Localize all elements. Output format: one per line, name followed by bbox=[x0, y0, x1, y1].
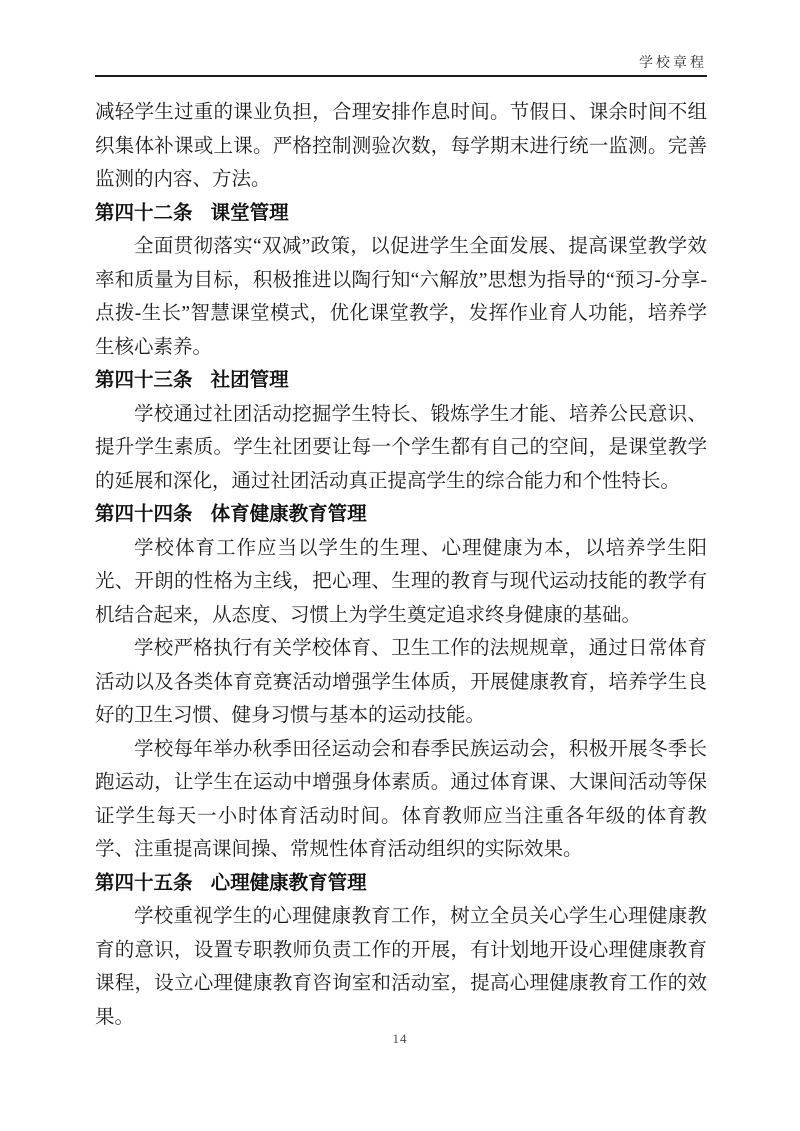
article-number: 第四十三条 bbox=[95, 369, 193, 391]
article-title: 体育健康教育管理 bbox=[210, 503, 367, 525]
article-number: 第四十二条 bbox=[95, 201, 193, 224]
section-heading-article-44 bbox=[95, 498, 707, 532]
paragraph: 学校体育工作应当以学生的生理、心理健康为本，以培养学生阳光、开朗的性格为主线，把心理、生理的教育与现代运动技能的教学有机结合起来，从态度、习惯上为学生奠定追求终身健康的基础。 bbox=[95, 537, 707, 626]
paragraph: 学校重视学生的心理健康教育工作，树立全员关心学生心理健康教育的意识，设置专职教师负责工作的开展，有计划地开设心理健康教育课程，设立心理健康教育咨询室和活动室，提高心理健康教育工作的效果。 bbox=[95, 906, 707, 1028]
paragraph: 全面贯彻落实“双减”政策，以促进学生全面发展、提高课堂教学效率和质量为目标，积极推进以陶行知“六解放”思想为指导的“预习-分享-点拨-生长”智慧课堂模式，优化课堂教学，发挥作业育人功能，培养学生核心素养。 bbox=[95, 236, 707, 358]
document-body bbox=[95, 96, 707, 1034]
page-number: 14 bbox=[392, 1031, 408, 1046]
page-header-title: 学校章程 bbox=[639, 56, 707, 71]
document-page bbox=[95, 0, 707, 1131]
article-number: 第四十四条 bbox=[95, 503, 193, 525]
section-heading-article-42 bbox=[95, 197, 707, 231]
article-number: 第四十五条 bbox=[95, 871, 193, 894]
paragraph-continuation: 减轻学生过重的课业负担，合理安排作息时间。节假日、课余时间不组织集体补课或上课。严格控制测验次数，每学期末进行统一监测。完善监测的内容、方法。 bbox=[95, 102, 707, 190]
article-title: 社团管理 bbox=[210, 369, 289, 391]
section-heading-article-45 bbox=[95, 867, 707, 901]
article-title: 课堂管理 bbox=[210, 201, 289, 224]
section-heading-article-43 bbox=[95, 364, 707, 398]
paragraph: 学校严格执行有关学校体育、卫生工作的法规规章，通过日常体育活动以及各类体育竞赛活动增强学生体质，开展健康教育，培养学生良好的卫生习惯、健身习惯与基本的运动技能。 bbox=[95, 638, 707, 726]
paragraph: 学校每年举办秋季田径运动会和春季民族运动会，积极开展冬季长跑运动，让学生在运动中增强身体素质。通过体育课、大课间活动等保证学生每天一小时体育活动时间。体育教师应当注重各年级的体育教学、注重提高课间操、常规性体育活动组织的实际效果。 bbox=[95, 738, 707, 860]
article-title: 心理健康教育管理 bbox=[210, 871, 367, 894]
header-rule-divider bbox=[95, 75, 707, 77]
paragraph: 学校通过社团活动挖掘学生特长、锻炼学生才能、培养公民意识、提升学生素质。学生社团要让每一个学生都有自己的空间，是课堂教学的延展和深化，通过社团活动真正提高学生的综合能力和个性特长。 bbox=[95, 403, 707, 492]
